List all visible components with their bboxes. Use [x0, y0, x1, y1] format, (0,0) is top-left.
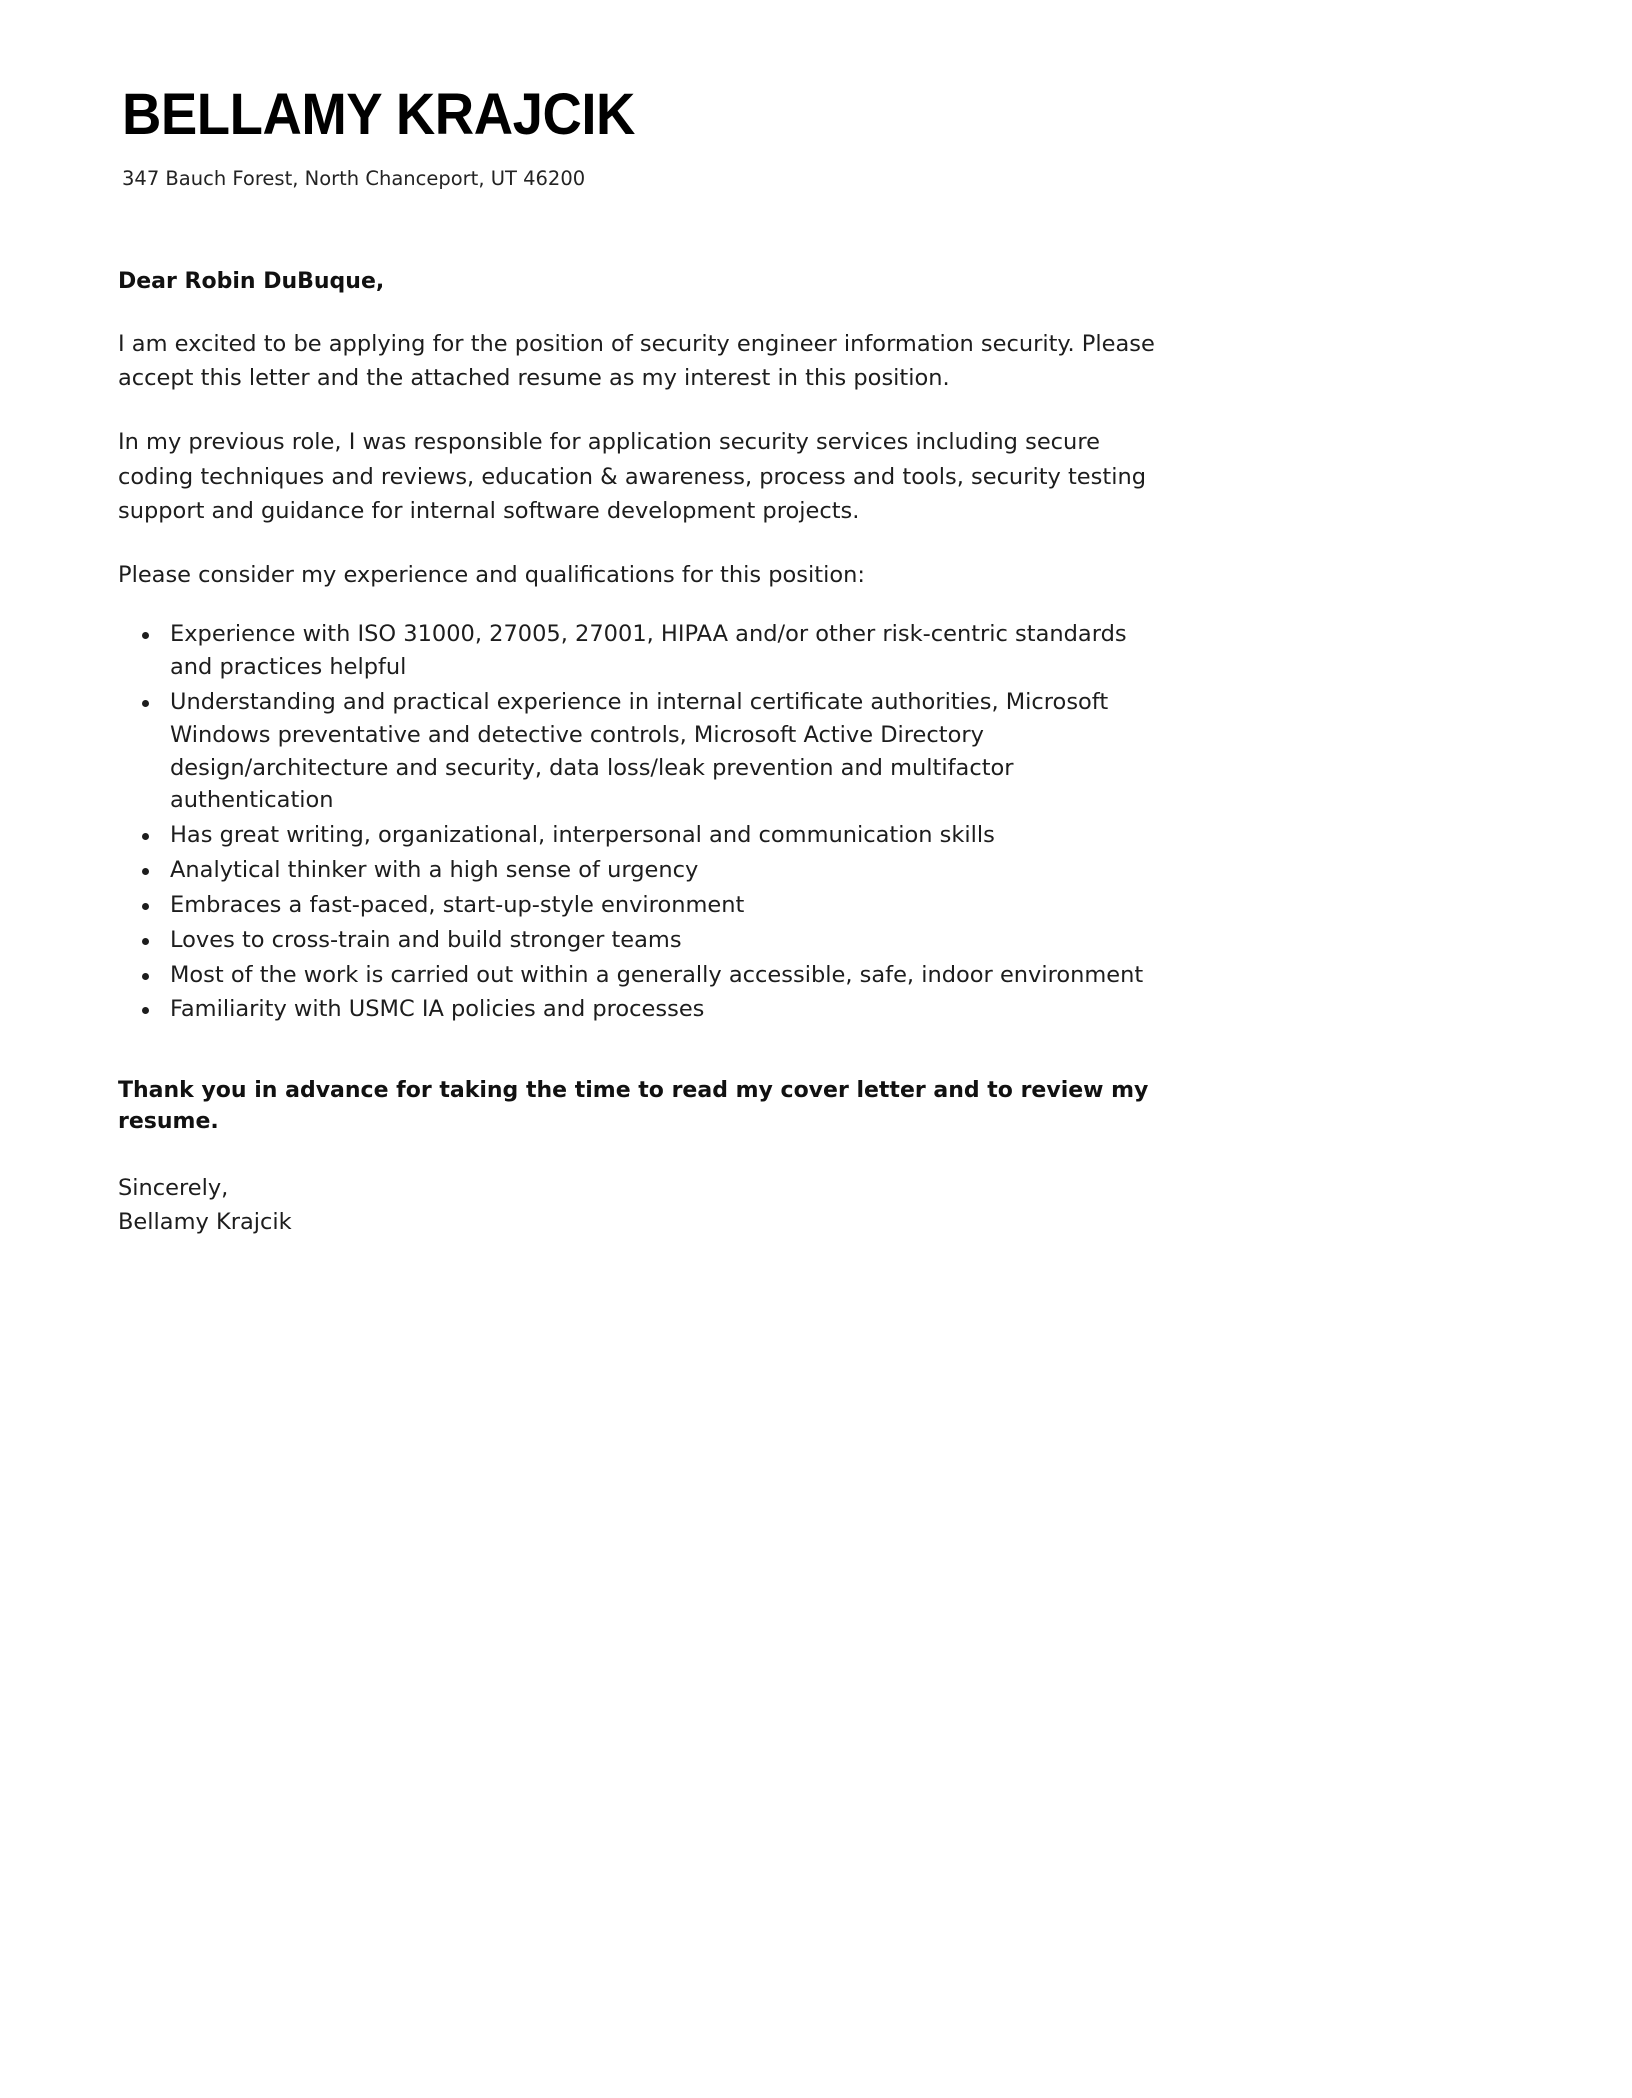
- list-item: Embraces a fast-paced, start-up-style environment: [118, 889, 1166, 922]
- letter-body: [118, 82, 1166, 1239]
- salutation: Dear Robin DuBuque,: [118, 269, 385, 295]
- page-title: BELLAMY KRAJCIK: [122, 82, 635, 147]
- list-item: Familiarity with USMC IA policies and processes: [118, 993, 1166, 1026]
- list-item: Most of the work is carried out within a generally accessible, safe, indoor environment: [118, 959, 1166, 992]
- signature-name: Bellamy Krajcik: [118, 1208, 292, 1235]
- paragraph-lead-in: Please consider my experience and qualifications for this position:: [118, 561, 865, 588]
- signature-block: [118, 1172, 1166, 1240]
- list-item: Understanding and practical experience in internal certificate authorities, Microsoft Windows preventative and detective controls, Microsoft Active Directory design/architecture and security, data loss/leak prevention and multifactor authentication: [118, 686, 1166, 817]
- paragraph-intro: I am excited to be applying for the position of security engineer information security. Please accept this letter and the attached resume as my interest in this position.: [118, 331, 1155, 392]
- closing-statement: Thank you in advance for taking the time to read my cover letter and to review my resume.: [118, 1078, 1149, 1135]
- list-item: Has great writing, organizational, interpersonal and communication skills: [118, 819, 1166, 852]
- qualifications-list: [118, 618, 1166, 1026]
- paragraph-experience: In my previous role, I was responsible for application security services including secure coding techniques and reviews, education & awareness, process and tools, security testing support and guidance for internal software development projects.: [118, 429, 1146, 524]
- list-item: Experience with ISO 31000, 27005, 27001, HIPAA and/or other risk-centric standards and practices helpful: [118, 618, 1166, 684]
- list-item: Loves to cross-train and build stronger teams: [118, 924, 1166, 957]
- list-item: Analytical thinker with a high sense of urgency: [118, 854, 1166, 887]
- sign-off: Sincerely,: [118, 1174, 229, 1201]
- contact-address: 347 Bauch Forest, North Chanceport, UT 46200: [122, 167, 586, 190]
